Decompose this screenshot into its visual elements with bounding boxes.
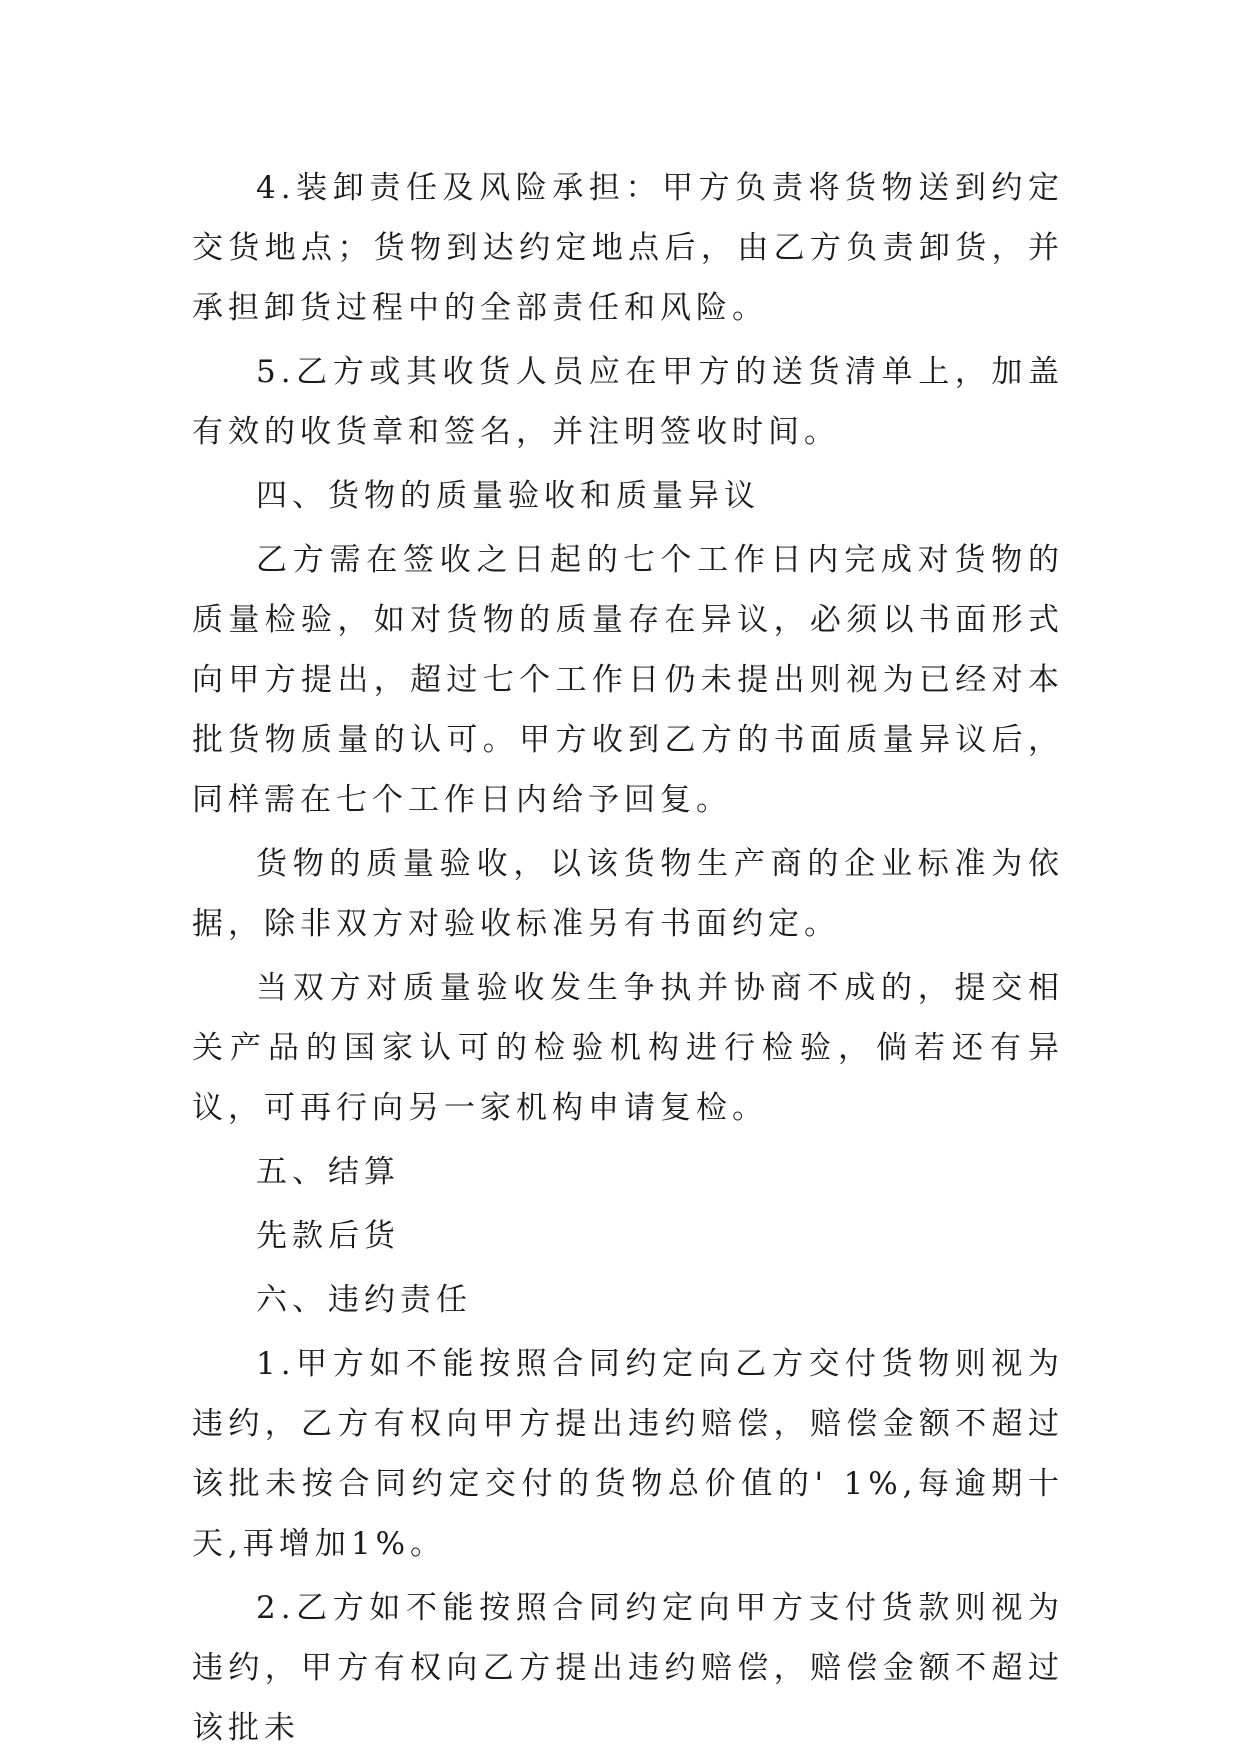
paragraph-loading-responsibility: 4.装卸责任及风险承担：甲方负责将货物送到约定交货地点；货物到达约定地点后，由乙方负责卸货，并承担卸货过程中的全部责任和风险。 bbox=[192, 170, 1064, 326]
paragraph-receipt-signature: 5.乙方或其收货人员应在甲方的送货清单上，加盖有效的收货章和签名，并注明签收时间。 bbox=[192, 354, 1064, 450]
settlement-terms: 先款后货 bbox=[256, 1218, 400, 1254]
section-heading-quality: 四、货物的质量验收和质量异议 bbox=[256, 478, 760, 514]
document-page bbox=[192, 158, 1064, 1762]
section-heading-liability: 六、违约责任 bbox=[256, 1282, 472, 1318]
paragraph-liability-party-b: 2.乙方如不能按照合同约定向甲方支付货款则视为违约，甲方有权向乙方提出违约赔偿，赔偿金额不超过该批未 bbox=[192, 1590, 1064, 1746]
section-heading-settlement: 五、结算 bbox=[256, 1154, 400, 1190]
paragraph-quality-inspection: 乙方需在签收之日起的七个工作日内完成对货物的质量检验，如对货物的质量存在异议，必须以书面形式向甲方提出，超过七个工作日仍未提出则视为已经对本批货物质量的认可。甲方收到乙方的书面质量异议后，同样需在七个工作日内给予回复。 bbox=[192, 542, 1064, 818]
paragraph-quality-standard: 货物的质量验收，以该货物生产商的企业标准为依据，除非双方对验收标准另有书面约定。 bbox=[192, 846, 1064, 942]
paragraph-liability-party-a: 1.甲方如不能按照合同约定向乙方交付货物则视为违约，乙方有权向甲方提出违约赔偿，赔偿金额不超过该批未按合同约定交付的货物总价值的' 1%,每逾期十天,再增加1%。 bbox=[192, 1346, 1064, 1562]
paragraph-quality-dispute: 当双方对质量验收发生争执并协商不成的，提交相关产品的国家认可的检验机构进行检验，倘若还有异议，可再行向另一家机构申请复检。 bbox=[192, 970, 1064, 1126]
